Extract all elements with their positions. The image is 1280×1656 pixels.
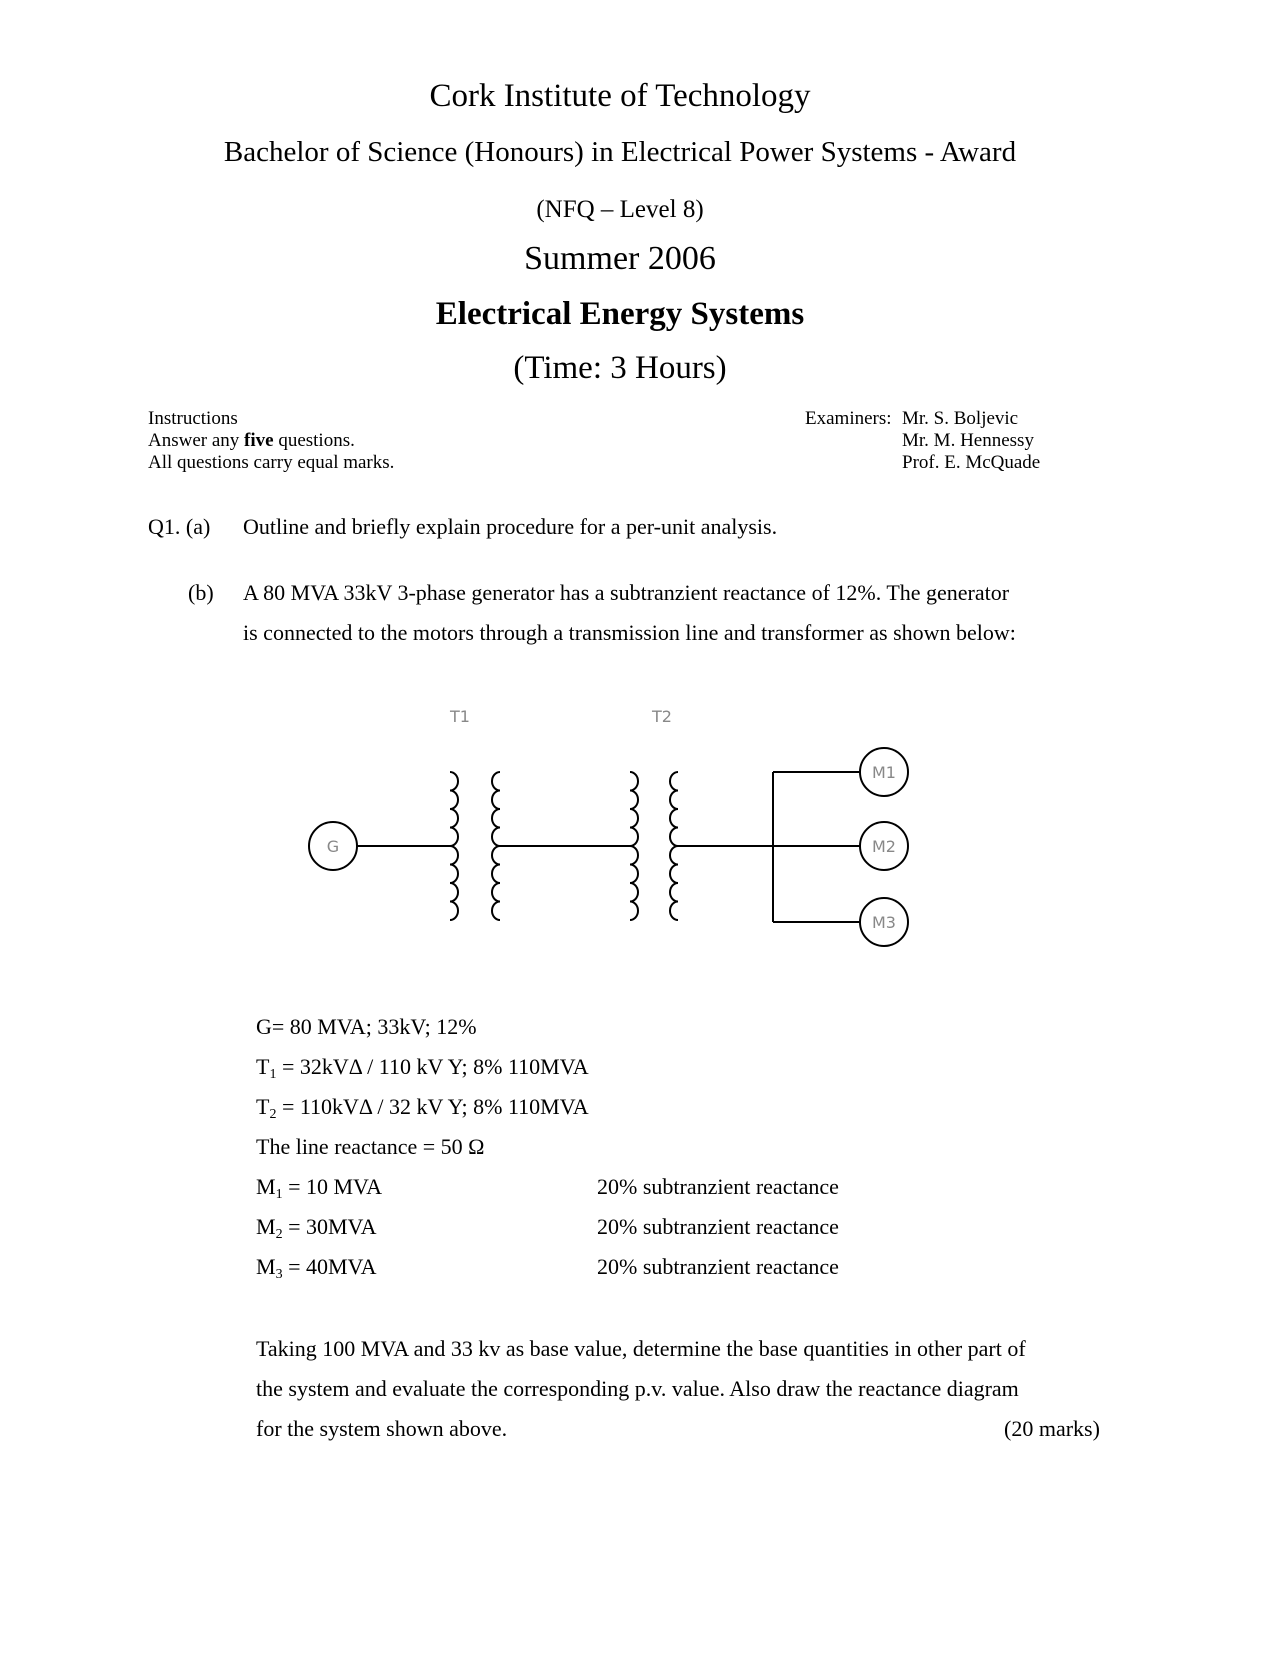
- t1-label: T1: [450, 707, 470, 726]
- param-t2-symbol: T: [256, 1094, 270, 1119]
- param-m1-reactance: 20% subtranzient reactance: [597, 1174, 839, 1199]
- task-line-1: Taking 100 MVA and 33 kv as base value, determine the base quantities in other part of: [256, 1336, 1026, 1361]
- param-m3-reactance: 20% subtranzient reactance: [597, 1254, 839, 1279]
- param-t2-subscript: 2: [269, 1107, 277, 1122]
- param-t2-value: = 110kVΔ / 32 kV Y; 8% 110MVA: [276, 1094, 589, 1119]
- question-1-label: Q1. (a): [148, 514, 211, 539]
- param-m2-symbol: M: [256, 1214, 276, 1239]
- programme-title: Bachelor of Science (Honours) in Electrical Power Systems - Award: [223, 136, 1017, 168]
- instructions-line-2: All questions carry equal marks.: [148, 452, 395, 473]
- param-m3-value: = 40MVA: [282, 1254, 377, 1279]
- param-m2-reactance: 20% subtranzient reactance: [597, 1214, 839, 1239]
- question-marks: (20 marks): [1004, 1416, 1100, 1441]
- t2-label: T2: [652, 707, 672, 726]
- m3-label: M3: [872, 913, 896, 932]
- instructions-five-count: five: [244, 430, 274, 451]
- param-m3-symbol: M: [256, 1254, 276, 1279]
- examiners-list: [902, 408, 1040, 474]
- question-1b-line-2: is connected to the motors through a transmission line and transformer as shown below:: [243, 620, 1016, 645]
- param-m3: [256, 1254, 376, 1280]
- instructions-line-1-pre: Answer any: [148, 430, 245, 451]
- instructions-line-1: [148, 430, 394, 452]
- nfq-level: (NFQ – Level 8): [536, 196, 704, 223]
- param-m1-subscript: 1: [275, 1187, 283, 1202]
- examiner-name: Mr. M. Hennessy: [902, 430, 1034, 451]
- t2-primary-winding: [630, 772, 638, 920]
- param-t1-value: = 32kVΔ / 110 kV Y; 8% 110MVA: [276, 1054, 589, 1079]
- examiners-label: Examiners:: [805, 408, 892, 429]
- m1-label: M1: [872, 763, 896, 782]
- param-m2-value: = 30MVA: [282, 1214, 377, 1239]
- subject-title: Electrical Energy Systems: [435, 296, 805, 332]
- param-t1-subscript: 1: [269, 1067, 277, 1082]
- param-m1-value: = 10 MVA: [282, 1174, 382, 1199]
- param-m2: [256, 1214, 376, 1240]
- instructions-title: Instructions: [148, 408, 238, 429]
- t2-secondary-winding: [670, 772, 678, 920]
- param-m2-subscript: 2: [275, 1227, 283, 1242]
- question-1b-line-1: A 80 MVA 33kV 3-phase generator has a subtranzient reactance of 12%. The generator: [243, 580, 1010, 605]
- m2-label: M2: [872, 837, 896, 856]
- param-generator: G= 80 MVA; 33kV; 12%: [256, 1014, 477, 1039]
- generator-label: G: [326, 837, 340, 856]
- examiner-name: Mr. S. Boljevic: [902, 408, 1019, 429]
- param-m3-subscript: 3: [275, 1267, 283, 1282]
- t1-primary-winding: [450, 772, 458, 920]
- task-line-2: the system and evaluate the corresponding p.v. value. Also draw the reactance diagram: [256, 1376, 1019, 1401]
- instructions-block: [148, 408, 394, 474]
- param-line-reactance: The line reactance = 50 Ω: [256, 1134, 485, 1159]
- exam-session: Summer 2006: [524, 240, 716, 277]
- param-t2: [256, 1094, 589, 1120]
- t1-secondary-winding: [492, 772, 500, 920]
- param-m1: [256, 1174, 382, 1200]
- param-m1-symbol: M: [256, 1174, 276, 1199]
- exam-duration: (Time: 3 Hours): [513, 350, 727, 386]
- examiner-name: Prof. E. McQuade: [902, 452, 1041, 473]
- task-line-3: for the system shown above.: [256, 1416, 508, 1441]
- instructions-line-1-post: questions.: [273, 430, 355, 451]
- param-t1: [256, 1054, 589, 1080]
- institution-title: Cork Institute of Technology: [429, 78, 811, 114]
- param-t1-symbol: T: [256, 1054, 270, 1079]
- single-line-diagram: [300, 700, 960, 970]
- question-1b-label: (b): [188, 580, 214, 605]
- question-1a-text: Outline and briefly explain procedure for a per-unit analysis.: [243, 514, 778, 539]
